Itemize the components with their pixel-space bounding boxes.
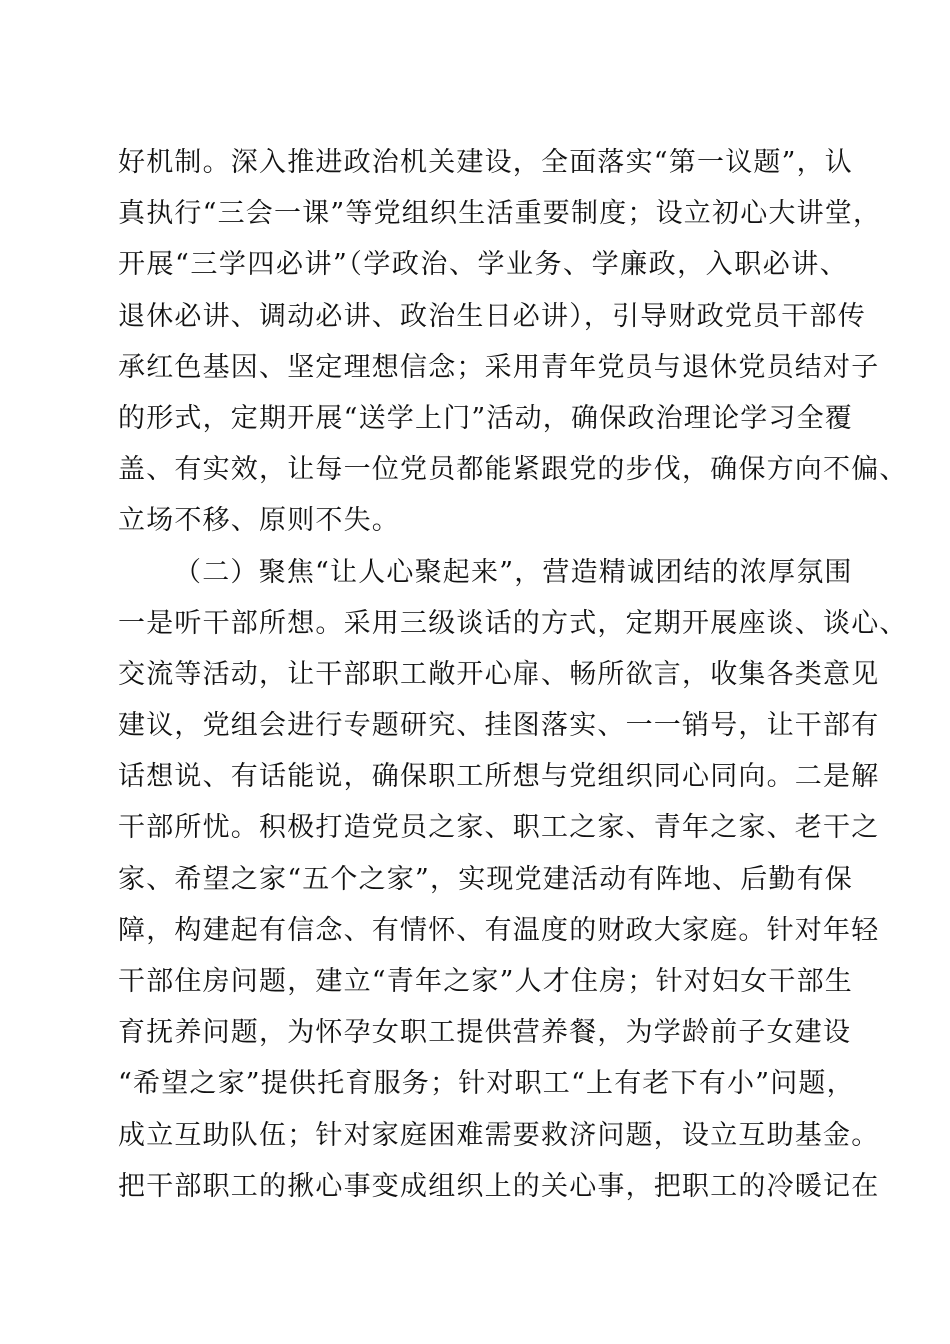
paragraph-1-line-8: 立场不移、原则不失。 (118, 505, 400, 537)
paragraph-2-line-5: 干部所忧。积极打造党员之家、职工之家、青年之家、老干之 (118, 812, 880, 844)
paragraph-1-line-7: 盖、有实效，让每一位党员都能紧跟党的步伐，确保方向不偏、 (118, 454, 908, 486)
paragraph-2-line-11: 成立互助队伍；针对家庭困难需要救济问题，设立互助基金。 (118, 1119, 880, 1151)
paragraph-2-line-12: 把干部职工的揪心事变成组织上的关心事，把职工的冷暖记在 (118, 1170, 880, 1202)
paragraph-2-line-4: 话想说、有话能说，确保职工所想与党组织同心同向。二是解 (118, 761, 880, 793)
paragraph-2-line-10: “希望之家”提供托育服务；针对职工“上有老下有小”问题， (118, 1068, 855, 1100)
paragraph-2-line-7: 障，构建起有信念、有情怀、有温度的财政大家庭。针对年轻 (118, 914, 880, 946)
document-body (118, 137, 908, 1212)
paragraph-1-line-4: 退休必讲、调动必讲、政治生日必讲），引导财政党员干部传 (118, 300, 866, 332)
paragraph-2-line-1: 一是听干部所想。采用三级谈话的方式，定期开展座谈、谈心、 (118, 607, 908, 639)
paragraph-2-line-6: 家、希望之家“五个之家”，实现党建活动有阵地、后勤有保 (118, 863, 854, 895)
paragraph-1-line-3: 开展“三学四必讲”（学政治、学业务、学廉政，入职必讲、 (118, 249, 848, 281)
paragraph-1-line-6: 的形式，定期开展“送学上门”活动，确保政治理论学习全覆 (118, 402, 854, 434)
paragraph-2-line-8: 干部住房问题，建立“青年之家”人才住房；针对妇女干部生 (118, 966, 854, 997)
paragraph-1-line-2: 真执行“三会一课”等党组织生活重要制度；设立初心大讲堂， (118, 198, 882, 230)
paragraph-1-line-5: 承红色基因、坚定理想信念；采用青年党员与退休党员结对子 (118, 351, 880, 383)
paragraph-1-line-1: 好机制。深入推进政治机关建设，全面落实“第一议题”，认 (118, 147, 854, 178)
section-heading: （二）聚焦“让人心聚起来”，营造精诚团结的浓厚氛围 (174, 556, 853, 588)
paragraph-2-line-9: 育抚养问题，为怀孕女职工提供营养餐，为学龄前子女建设 (118, 1017, 852, 1049)
paragraph-2-line-3: 建议，党组会进行专题研究、挂图落实、一一销号，让干部有 (118, 710, 880, 742)
paragraph-2-line-2: 交流等活动，让干部职工敞开心扉、畅所欲言，收集各类意见 (118, 658, 880, 690)
